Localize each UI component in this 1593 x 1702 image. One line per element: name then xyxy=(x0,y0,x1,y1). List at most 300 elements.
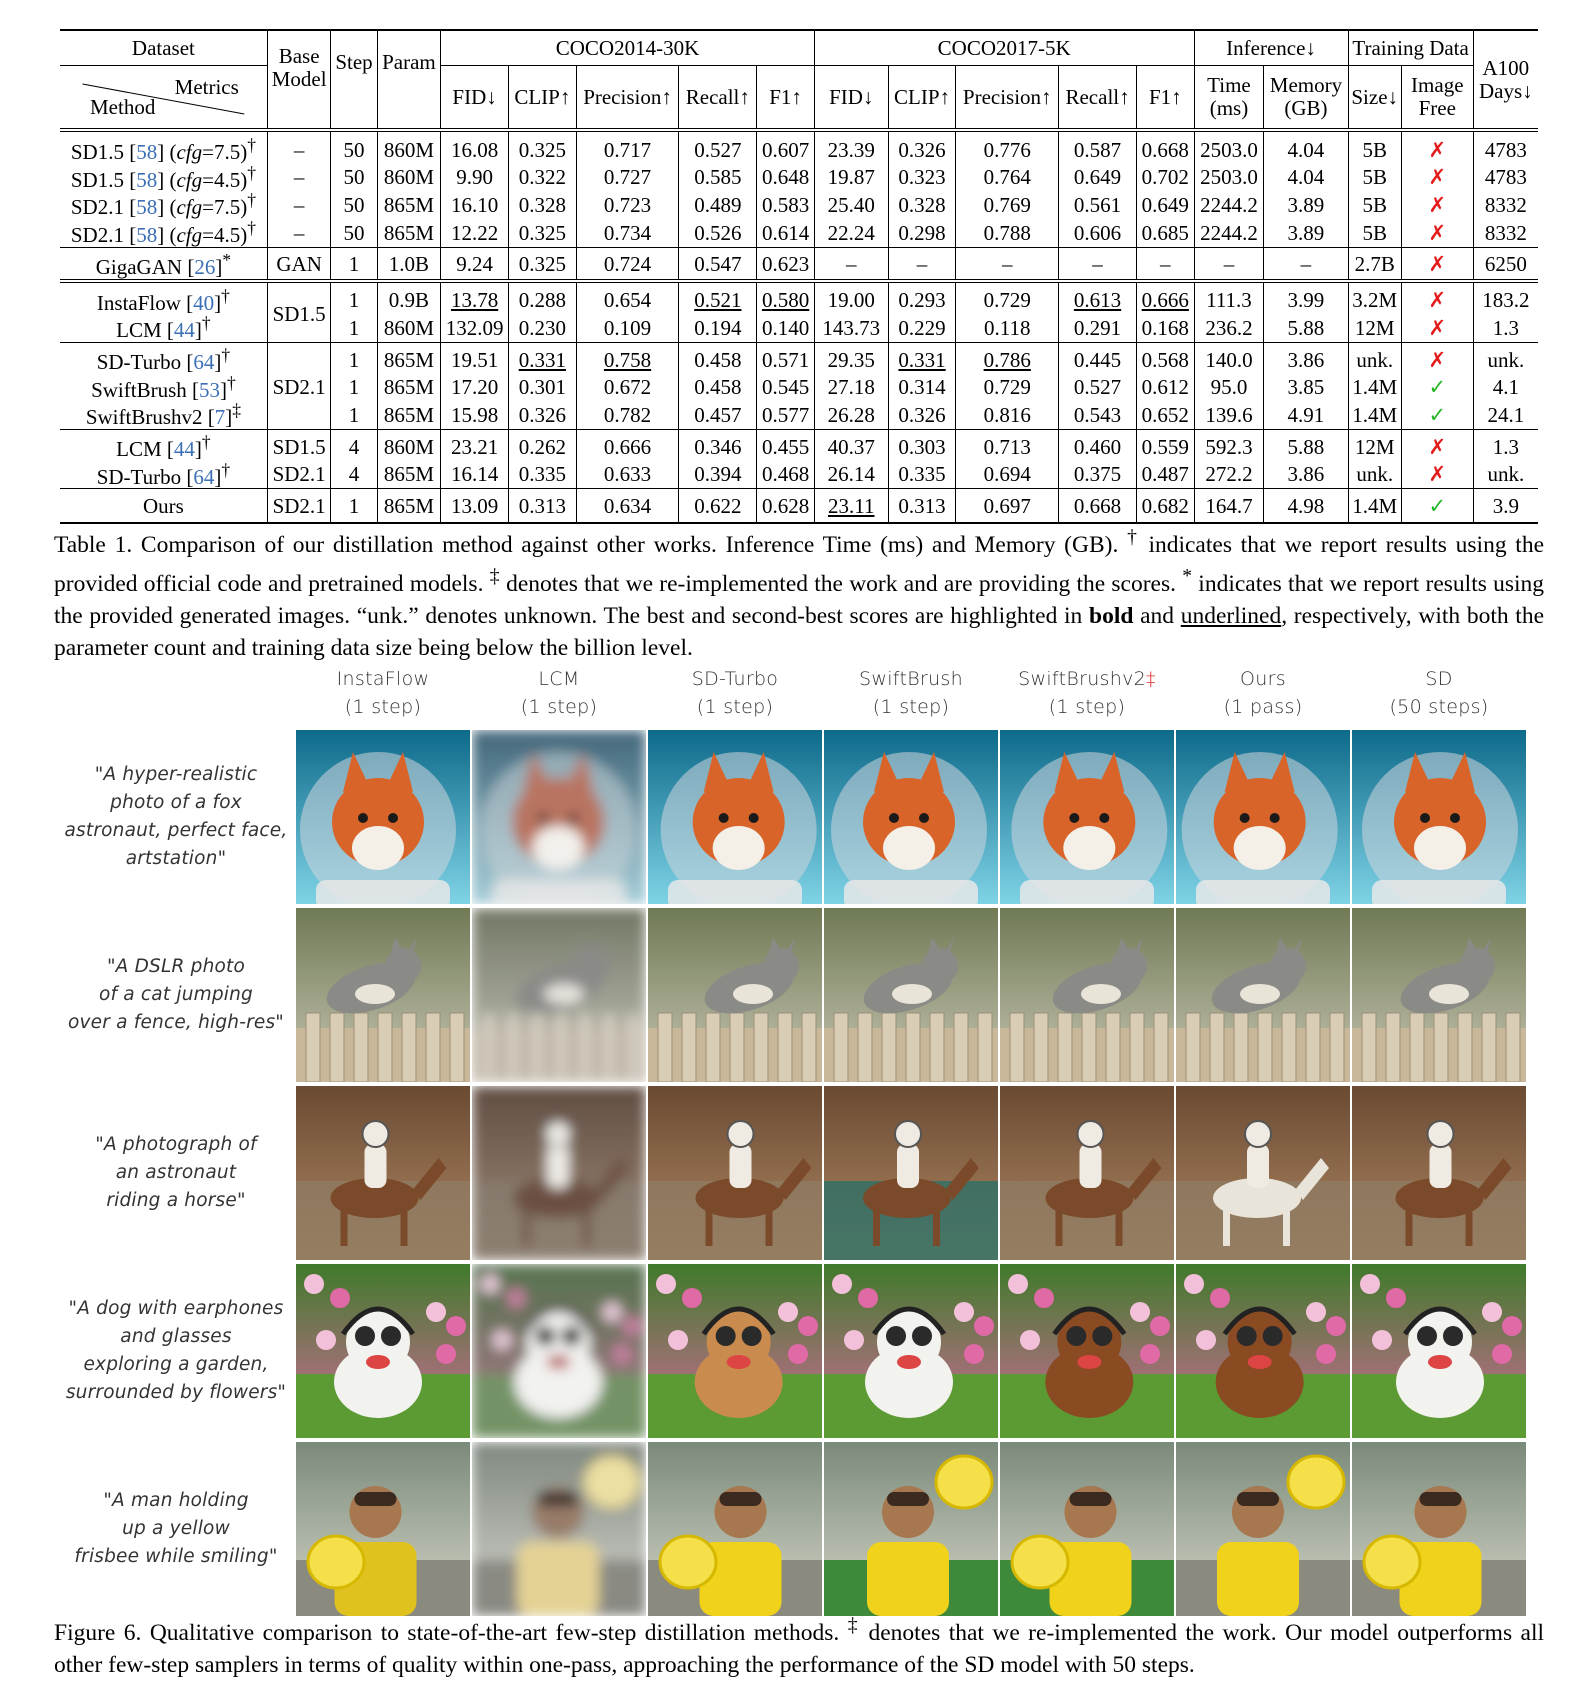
cell-param: 0.9B xyxy=(377,281,441,315)
base-model-cell: SD1.5 xyxy=(267,430,331,461)
generated-image xyxy=(1000,730,1174,904)
cell-f114: 0.583 xyxy=(757,191,814,219)
method-cell xyxy=(60,191,267,219)
cell-clip14: 0.262 xyxy=(508,430,576,461)
cell-fid17: 23.11 xyxy=(814,489,888,524)
cfg-value: (cfg=4.5) xyxy=(164,223,248,248)
cell-rec14: 0.622 xyxy=(679,489,757,524)
cell-clip17: 0.328 xyxy=(888,191,956,219)
check-icon: ✓ xyxy=(1401,401,1473,429)
cell-f114: 0.607 xyxy=(757,130,814,164)
footnote-mark: † xyxy=(201,313,211,334)
cell-mem: 3.86 xyxy=(1264,343,1348,374)
table-row xyxy=(60,281,1538,315)
method-cell xyxy=(60,374,267,402)
cell-step: 50 xyxy=(331,164,377,192)
header-clip-2014: CLIP↑ xyxy=(508,66,576,131)
citation-link[interactable]: [58] xyxy=(123,223,165,248)
cell-rec14: 0.547 xyxy=(679,247,757,281)
generated-image xyxy=(648,1442,822,1616)
header-precision-2014: Precision↑ xyxy=(576,66,679,131)
cell-mem: 5.88 xyxy=(1264,314,1348,342)
citation-link[interactable]: [26] xyxy=(182,254,223,279)
cell-prec14: 0.633 xyxy=(576,461,679,489)
generated-image xyxy=(472,730,646,904)
cell-rec17: 0.291 xyxy=(1059,314,1137,342)
base-model-cell: SD2.1 xyxy=(267,489,331,524)
cell-size: 2.7B xyxy=(1348,247,1401,281)
cell-prec14: 0.734 xyxy=(576,219,679,247)
cell-f114: 0.623 xyxy=(757,247,814,281)
cell-step: 1 xyxy=(331,314,377,342)
cell-param: 865M xyxy=(377,191,441,219)
cell-prec17: 0.713 xyxy=(956,430,1059,461)
cell-param: 865M xyxy=(377,343,441,374)
cell-size: unk. xyxy=(1348,461,1401,489)
cell-rec17: 0.460 xyxy=(1059,430,1137,461)
base-model-cell: – xyxy=(267,191,331,219)
prompt-text: "A dog with earphones and glasses exploring a garden, surrounded by flowers" xyxy=(65,1298,287,1403)
cell-f117: 0.487 xyxy=(1137,461,1195,489)
cell-size: 5B xyxy=(1348,191,1401,219)
generated-image xyxy=(1176,908,1350,1082)
cell-mem: 3.89 xyxy=(1264,219,1348,247)
header-coco2017: COCO2017-5K xyxy=(814,30,1194,66)
citation-link[interactable]: [44] xyxy=(161,437,202,462)
generated-image xyxy=(296,908,470,1082)
cell-time: 95.0 xyxy=(1194,374,1264,402)
method-name: SD-Turbo xyxy=(96,464,182,489)
cell-step: 1 xyxy=(331,281,377,315)
cell-clip17: 0.326 xyxy=(888,401,956,429)
cell-step: 50 xyxy=(331,191,377,219)
cfg-value: (cfg=7.5) xyxy=(164,140,248,164)
generated-image xyxy=(472,1086,646,1260)
cell-param: 865M xyxy=(377,401,441,429)
column-header: InstaFlow (1 step) xyxy=(336,668,430,718)
header-training-data: Training Data xyxy=(1348,30,1473,66)
cross-icon: ✗ xyxy=(1401,430,1473,461)
cell-prec14: 0.727 xyxy=(576,164,679,192)
cell-rec14: 0.585 xyxy=(679,164,757,192)
cross-icon: ✗ xyxy=(1401,164,1473,192)
cell-prec17: 0.729 xyxy=(956,374,1059,402)
cell-days: unk. xyxy=(1473,343,1538,374)
cell-clip14: 0.326 xyxy=(508,401,576,429)
citation-link[interactable]: [40] xyxy=(180,290,222,315)
cfg-value: (cfg=7.5) xyxy=(164,195,248,220)
base-model-cell: SD1.5 xyxy=(267,281,331,343)
cell-rec17: 0.606 xyxy=(1059,219,1137,247)
method-cell xyxy=(60,164,267,192)
cell-mem: 3.85 xyxy=(1264,374,1348,402)
cell-step: 1 xyxy=(331,489,377,524)
cell-days: 4.1 xyxy=(1473,374,1538,402)
cell-param: 1.0B xyxy=(377,247,441,281)
cell-clip17: 0.326 xyxy=(888,130,956,164)
citation-link[interactable]: [64] xyxy=(181,464,222,489)
cell-time: 2503.0 xyxy=(1194,164,1264,192)
results-table xyxy=(60,29,1538,524)
cell-time: – xyxy=(1194,247,1264,281)
footnote-mark: † xyxy=(201,432,211,453)
cell-f114: 0.455 xyxy=(757,430,814,461)
cell-prec17: 0.816 xyxy=(956,401,1059,429)
cell-time: 2244.2 xyxy=(1194,219,1264,247)
method-cell xyxy=(60,247,267,281)
cell-param: 865M xyxy=(377,489,441,524)
cell-time: 272.2 xyxy=(1194,461,1264,489)
generated-image xyxy=(1176,1086,1350,1260)
generated-image xyxy=(1176,1442,1350,1616)
cell-clip17: 0.293 xyxy=(888,281,956,315)
cell-days: 1.3 xyxy=(1473,430,1538,461)
header-method-metrics xyxy=(60,66,267,131)
cell-time: 164.7 xyxy=(1194,489,1264,524)
cell-days: 4783 xyxy=(1473,130,1538,164)
cross-icon: ✗ xyxy=(1401,314,1473,342)
cell-clip17: 0.331 xyxy=(888,343,956,374)
cell-fid14: 15.98 xyxy=(441,401,509,429)
method-name: SwiftBrushv2 xyxy=(85,405,203,430)
header-step: Step xyxy=(331,30,377,130)
generated-image xyxy=(824,908,998,1082)
cell-clip14: 0.301 xyxy=(508,374,576,402)
cell-size: 1.4M xyxy=(1348,374,1401,402)
prompt-text: "A hyper-realistic photo of a fox astronaut, perfect face, artstation" xyxy=(64,764,288,869)
cell-size: 1.4M xyxy=(1348,489,1401,524)
generated-image xyxy=(1000,908,1174,1082)
method-name: SD2.1 xyxy=(70,195,124,220)
method-name: GigaGAN xyxy=(95,254,183,279)
table-row xyxy=(60,343,1538,374)
cell-mem: 4.91 xyxy=(1264,401,1348,429)
method-name: SD1.5 xyxy=(70,140,124,164)
cell-prec17: 0.118 xyxy=(956,314,1059,342)
cell-days: 4783 xyxy=(1473,164,1538,192)
cell-rec17: 0.587 xyxy=(1059,130,1137,164)
cell-time: 2503.0 xyxy=(1194,130,1264,164)
method-cell xyxy=(60,489,267,524)
cross-icon: ✗ xyxy=(1401,461,1473,489)
cell-size: 1.4M xyxy=(1348,401,1401,429)
cell-f117: 0.652 xyxy=(1137,401,1195,429)
cell-prec17: – xyxy=(956,247,1059,281)
cell-f117: 0.168 xyxy=(1137,314,1195,342)
cell-step: 1 xyxy=(331,374,377,402)
table-row xyxy=(60,164,1538,192)
column-header: SwiftBrush (1 step) xyxy=(859,668,963,718)
cell-prec17: 0.769 xyxy=(956,191,1059,219)
generated-image xyxy=(1000,1442,1174,1616)
header-metrics: Metrics xyxy=(174,75,239,99)
cell-fid17: 22.24 xyxy=(814,219,888,247)
column-header: LCM (1 step) xyxy=(520,668,598,718)
cell-step: 50 xyxy=(331,130,377,164)
header-dataset: Dataset xyxy=(60,30,267,66)
cell-time: 2244.2 xyxy=(1194,191,1264,219)
header-method: Method xyxy=(90,95,156,119)
citation-link[interactable]: [64] xyxy=(181,350,222,375)
cell-size: 12M xyxy=(1348,430,1401,461)
cell-fid17: 25.40 xyxy=(814,191,888,219)
cell-prec14: 0.723 xyxy=(576,191,679,219)
header-f1-2017: F1↑ xyxy=(1137,66,1195,131)
citation-link[interactable]: [53] xyxy=(186,377,227,402)
generated-image xyxy=(296,1264,470,1438)
footnote-mark: † xyxy=(247,190,256,211)
generated-image xyxy=(472,1442,646,1616)
cell-f117: 0.559 xyxy=(1137,430,1195,461)
cell-f117: 0.666 xyxy=(1137,281,1195,315)
cell-f117: 0.612 xyxy=(1137,374,1195,402)
cell-days: 183.2 xyxy=(1473,281,1538,315)
cell-time: 139.6 xyxy=(1194,401,1264,429)
base-model-cell: – xyxy=(267,219,331,247)
cell-mem: 3.86 xyxy=(1264,461,1348,489)
header-param: Param xyxy=(377,30,441,130)
footnote-mark: † xyxy=(227,372,236,393)
method-name: SD1.5 xyxy=(70,167,124,192)
generated-image xyxy=(824,1264,998,1438)
cell-rec14: 0.457 xyxy=(679,401,757,429)
header-fid-2017: FID↓ xyxy=(814,66,888,131)
cell-rec17: 0.613 xyxy=(1059,281,1137,315)
generated-image xyxy=(296,1086,470,1260)
cell-rec17: 0.561 xyxy=(1059,191,1137,219)
cell-prec17: 0.694 xyxy=(956,461,1059,489)
cell-step: 1 xyxy=(331,247,377,281)
cell-clip17: 0.229 xyxy=(888,314,956,342)
base-model-cell: GAN xyxy=(267,247,331,281)
cell-f114: 0.648 xyxy=(757,164,814,192)
generated-image xyxy=(824,730,998,904)
cell-fid17: 143.73 xyxy=(814,314,888,342)
cell-rec14: 0.394 xyxy=(679,461,757,489)
header-clip-2017: CLIP↑ xyxy=(888,66,956,131)
table-row xyxy=(60,191,1538,219)
cell-fid17: – xyxy=(814,247,888,281)
column-header: Ours (1 pass) xyxy=(1223,668,1303,718)
cell-size: 5B xyxy=(1348,219,1401,247)
cell-mem: 4.04 xyxy=(1264,130,1348,164)
cell-f117: 0.649 xyxy=(1137,191,1195,219)
table-row xyxy=(60,489,1538,524)
cell-f117: 0.682 xyxy=(1137,489,1195,524)
cross-icon: ✗ xyxy=(1401,343,1473,374)
cfg-value: (cfg=4.5) xyxy=(164,167,248,192)
cell-prec14: 0.666 xyxy=(576,430,679,461)
cross-icon: ✗ xyxy=(1401,281,1473,315)
footnote-mark: † xyxy=(247,218,256,239)
cell-param: 865M xyxy=(377,374,441,402)
cell-fid17: 27.18 xyxy=(814,374,888,402)
cell-fid17: 40.37 xyxy=(814,430,888,461)
header-fid-2014: FID↓ xyxy=(441,66,509,131)
cell-clip14: 0.325 xyxy=(508,247,576,281)
cell-mem: 4.04 xyxy=(1264,164,1348,192)
cell-clip14: 0.328 xyxy=(508,191,576,219)
cell-prec17: 0.697 xyxy=(956,489,1059,524)
footnote-mark: † xyxy=(221,285,230,306)
cell-param: 865M xyxy=(377,461,441,489)
header-recall-2014: Recall↑ xyxy=(679,66,757,131)
cell-mem: 5.88 xyxy=(1264,430,1348,461)
check-icon: ✓ xyxy=(1401,374,1473,402)
cell-param: 860M xyxy=(377,130,441,164)
prompt-text: "A DSLR photo of a cat jumping over a fence, high-res" xyxy=(67,956,285,1033)
cell-f114: 0.577 xyxy=(757,401,814,429)
table-row xyxy=(60,247,1538,281)
generated-image xyxy=(648,908,822,1082)
header-recall-2017: Recall↑ xyxy=(1059,66,1137,131)
cell-size: 3.2M xyxy=(1348,281,1401,315)
footnote-mark: † xyxy=(221,459,231,480)
cell-clip14: 0.325 xyxy=(508,219,576,247)
cell-step: 1 xyxy=(331,401,377,429)
method-cell xyxy=(60,219,267,247)
cell-mem: 4.98 xyxy=(1264,489,1348,524)
generated-image xyxy=(472,1264,646,1438)
cell-clip17: – xyxy=(888,247,956,281)
cell-prec17: 0.776 xyxy=(956,130,1059,164)
base-model-cell: – xyxy=(267,164,331,192)
method-name: SD-Turbo xyxy=(96,350,182,375)
table-body xyxy=(60,130,1538,523)
cell-fid14: 16.14 xyxy=(441,461,509,489)
cross-icon: ✗ xyxy=(1401,219,1473,247)
generated-image xyxy=(1176,1264,1350,1438)
cell-clip17: 0.335 xyxy=(888,461,956,489)
cell-mem: 3.99 xyxy=(1264,281,1348,315)
header-coco2014: COCO2014-30K xyxy=(441,30,815,66)
generated-image xyxy=(824,1086,998,1260)
header-image-free: Image Free xyxy=(1401,66,1473,131)
cell-prec17: 0.729 xyxy=(956,281,1059,315)
generated-image xyxy=(1352,730,1526,904)
cell-time: 236.2 xyxy=(1194,314,1264,342)
header-memory: Memory (GB) xyxy=(1264,66,1348,131)
generated-image xyxy=(1352,908,1526,1082)
figure-caption: Figure 6. Qualitative comparison to state-of-the-art few-step distillation methods. ‡ denotes that we re-implemented the work. Our model outperforms all other few-step samplers in terms of quality within one-pass, approaching the performance of the SD model with 50 steps. xyxy=(54,1615,1545,1678)
citation-link[interactable]: [44] xyxy=(161,318,202,343)
prompt-text: "A man holding up a yellow frisbee while smiling" xyxy=(74,1490,278,1567)
cell-days: 1.3 xyxy=(1473,314,1538,342)
column-header: SD-Turbo (1 step) xyxy=(691,668,779,718)
cell-prec14: 0.654 xyxy=(576,281,679,315)
cell-step: 4 xyxy=(331,430,377,461)
column-header: SD (50 steps) xyxy=(1389,668,1489,718)
citation-link[interactable]: [58] xyxy=(123,167,165,192)
cell-rec14: 0.521 xyxy=(679,281,757,315)
cell-rec17: 0.527 xyxy=(1059,374,1137,402)
column-header: SwiftBrushv2‡ (1 step) xyxy=(1018,668,1156,718)
method-cell xyxy=(60,461,267,489)
cell-prec14: 0.758 xyxy=(576,343,679,374)
cell-f117: 0.668 xyxy=(1137,130,1195,164)
generated-image xyxy=(1352,1442,1526,1616)
generated-image xyxy=(648,730,822,904)
cell-f114: 0.614 xyxy=(757,219,814,247)
footnote-mark: * xyxy=(222,249,232,270)
cell-prec14: 0.782 xyxy=(576,401,679,429)
base-model-cell: SD2.1 xyxy=(267,461,331,489)
citation-link[interactable]: [7] xyxy=(202,405,233,430)
cell-rec14: 0.527 xyxy=(679,130,757,164)
cross-icon: ✗ xyxy=(1401,247,1473,281)
cell-f117: 0.568 xyxy=(1137,343,1195,374)
citation-link[interactable]: [58] xyxy=(123,140,165,164)
header-f1-2014: F1↑ xyxy=(757,66,814,131)
cell-rec17: 0.668 xyxy=(1059,489,1137,524)
table-row xyxy=(60,130,1538,164)
method-cell xyxy=(60,281,267,315)
cell-rec17: 0.543 xyxy=(1059,401,1137,429)
cell-param: 860M xyxy=(377,430,441,461)
cell-prec17: 0.764 xyxy=(956,164,1059,192)
cell-clip14: 0.335 xyxy=(508,461,576,489)
cell-fid14: 12.22 xyxy=(441,219,509,247)
generated-image xyxy=(296,1442,470,1616)
cross-icon: ✗ xyxy=(1401,130,1473,164)
method-name: LCM xyxy=(116,318,162,343)
cell-f114: 0.580 xyxy=(757,281,814,315)
cell-size: 12M xyxy=(1348,314,1401,342)
method-name: SwiftBrush xyxy=(91,377,187,402)
generated-image xyxy=(1000,1086,1174,1260)
cell-clip17: 0.313 xyxy=(888,489,956,524)
cell-f117: 0.702 xyxy=(1137,164,1195,192)
cell-f114: 0.545 xyxy=(757,374,814,402)
cell-f114: 0.571 xyxy=(757,343,814,374)
footnote-mark: † xyxy=(221,345,231,366)
cell-mem: 3.89 xyxy=(1264,191,1348,219)
generated-image xyxy=(296,730,470,904)
table-row xyxy=(60,219,1538,247)
cell-days: unk. xyxy=(1473,461,1538,489)
cell-param: 860M xyxy=(377,164,441,192)
header-precision-2017: Precision↑ xyxy=(956,66,1059,131)
footnote-mark: † xyxy=(247,135,256,155)
cell-rec14: 0.489 xyxy=(679,191,757,219)
cell-f117: 0.685 xyxy=(1137,219,1195,247)
cell-fid14: 9.90 xyxy=(441,164,509,192)
method-name: SD2.1 xyxy=(70,223,124,248)
cell-days: 8332 xyxy=(1473,191,1538,219)
cell-fid17: 19.00 xyxy=(814,281,888,315)
cell-days: 8332 xyxy=(1473,219,1538,247)
cell-rec17: – xyxy=(1059,247,1137,281)
cell-param: 865M xyxy=(377,219,441,247)
generated-image xyxy=(648,1264,822,1438)
cell-prec14: 0.634 xyxy=(576,489,679,524)
cell-fid17: 23.39 xyxy=(814,130,888,164)
cell-fid14: 23.21 xyxy=(441,430,509,461)
cell-clip17: 0.298 xyxy=(888,219,956,247)
method-name: LCM xyxy=(116,437,162,462)
citation-link[interactable]: [58] xyxy=(123,195,165,220)
method-cell xyxy=(60,314,267,342)
cell-prec17: 0.788 xyxy=(956,219,1059,247)
cell-clip14: 0.288 xyxy=(508,281,576,315)
cross-icon: ✗ xyxy=(1401,191,1473,219)
cell-fid14: 16.10 xyxy=(441,191,509,219)
generated-image xyxy=(648,1086,822,1260)
cell-step: 4 xyxy=(331,461,377,489)
cell-size: unk. xyxy=(1348,343,1401,374)
base-model-cell: SD2.1 xyxy=(267,343,331,430)
cell-clip17: 0.323 xyxy=(888,164,956,192)
